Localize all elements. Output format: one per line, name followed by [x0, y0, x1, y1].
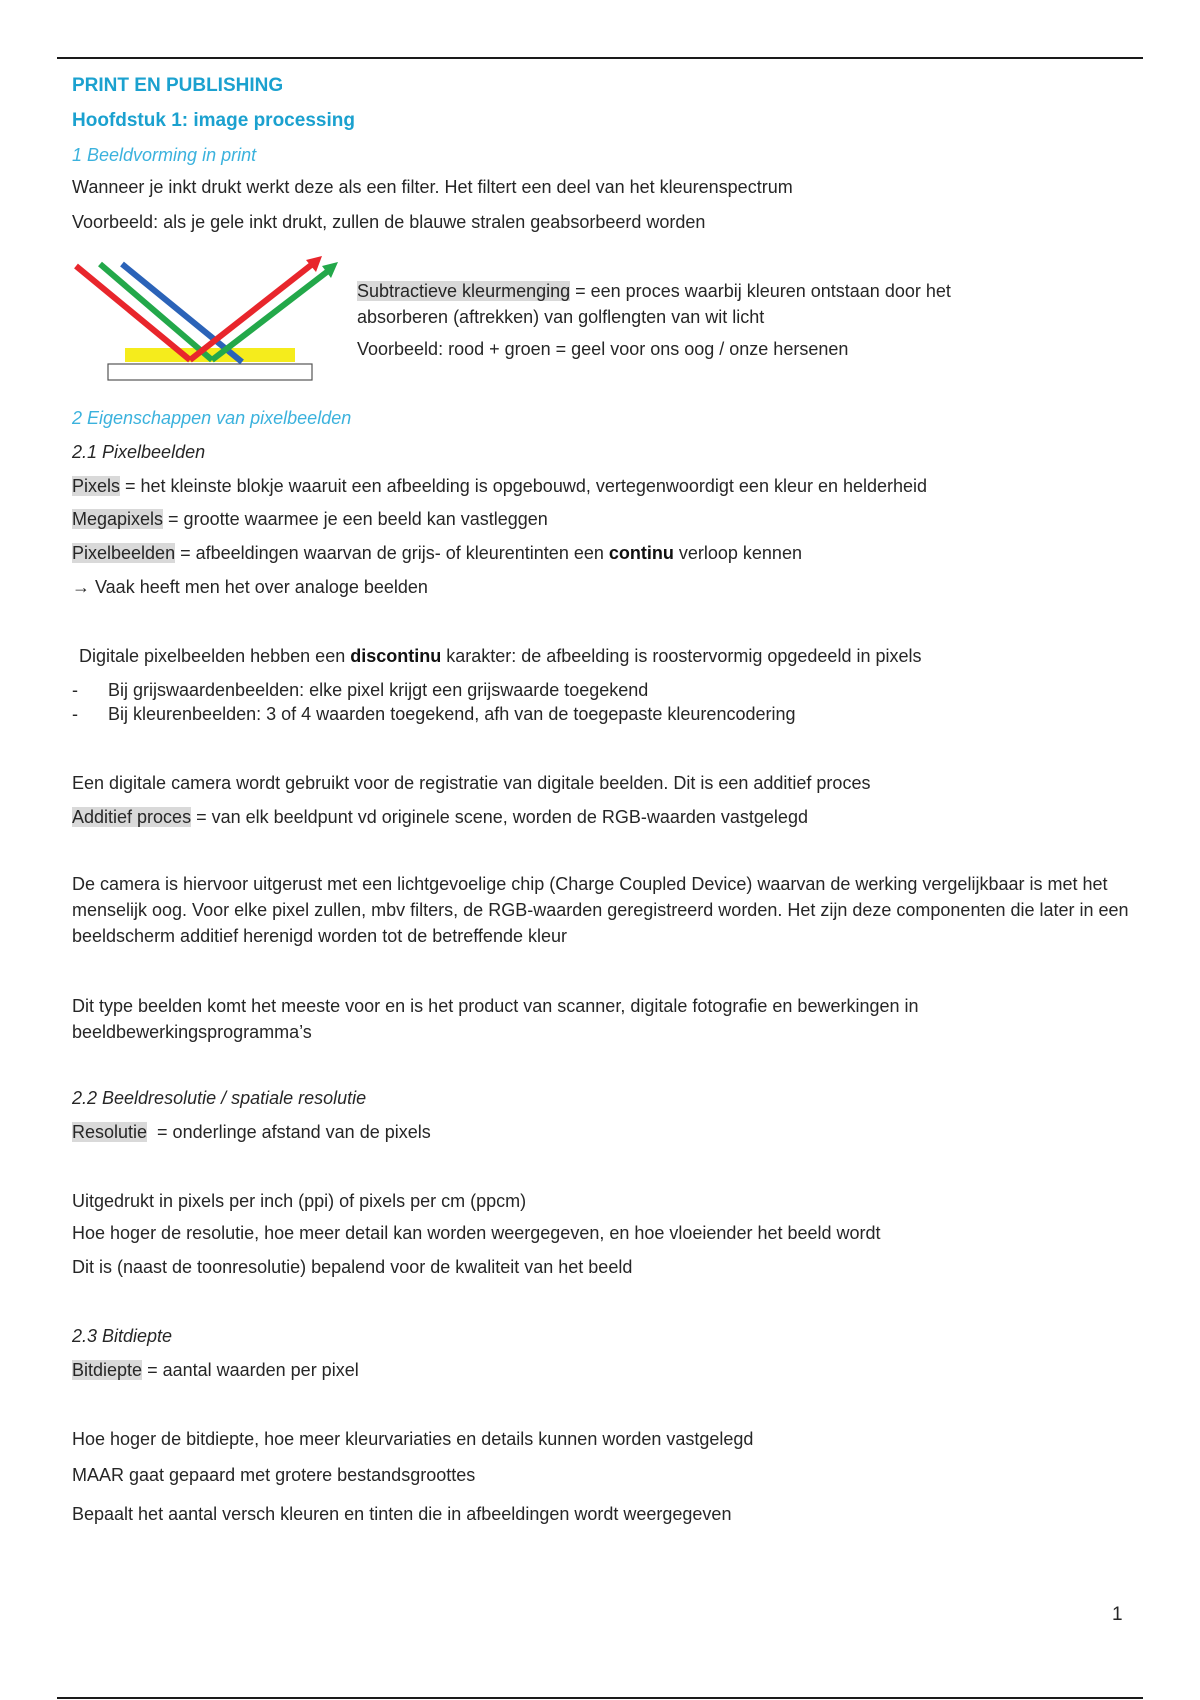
- chapter-heading: Hoofdstuk 1: image processing: [72, 110, 355, 131]
- resolution-line-3: Dit is (naast de toonresolutie) bepalend voor de kwaliteit van het beeld: [72, 1257, 633, 1277]
- bitdiepte-def: = aantal waarden per pixel: [142, 1360, 359, 1380]
- term-megapixels: Megapixels: [72, 509, 164, 529]
- definition-pixelbeelden: [72, 542, 802, 564]
- pixels-def: = het kleinste blokje waaruit een afbeelding is opgebouwd, vertegenwoordigt een kleur en helderheid: [120, 476, 928, 496]
- list-item-text: Bij kleurenbeelden: 3 of 4 waarden toegekend, afh van de toegepaste kleurencodering: [108, 704, 796, 724]
- section-heading-2: 2 Eigenschappen van pixelbeelden: [72, 408, 352, 428]
- term-resolutie: Resolutie: [72, 1122, 148, 1142]
- list-item: - Bij kleurenbeelden: 3 of 4 waarden toegekend, afh van de toegepaste kleurencodering: [72, 704, 796, 724]
- green-ray-in: [100, 264, 212, 360]
- paragraph-ink-filter: Wanneer je inkt drukt werkt deze als een filter. Het filtert een deel van het kleurenspectrum: [72, 177, 793, 197]
- red-ray-in: [76, 266, 190, 360]
- megapixels-def: = grootte waarmee je een beeld kan vastleggen: [163, 509, 548, 529]
- list-item: - Bij grijswaardenbeelden: elke pixel krijgt een grijswaarde toegekend: [72, 680, 649, 700]
- section-heading-1: 1 Beeldvorming in print: [72, 145, 257, 165]
- white-paper-rect: [108, 364, 312, 380]
- definition-additief: [72, 806, 808, 828]
- definition-resolutie: [72, 1121, 431, 1143]
- page-number: 1: [1112, 1604, 1123, 1625]
- footer-rule: [57, 1697, 1143, 1699]
- document-title: PRINT EN PUBLISHING: [72, 75, 284, 96]
- header-rule: [57, 57, 1143, 59]
- red-ray-out: [190, 262, 315, 360]
- resolution-line-2: Hoe hoger de resolutie, hoe meer detail kan worden weergegeven, en hoe vloeiender het beeld wordt: [72, 1223, 881, 1243]
- list-item-text: Bij grijswaardenbeelden: elke pixel krijgt een grijswaarde toegekend: [108, 680, 649, 700]
- digital-discontinu: [79, 645, 922, 667]
- analog-note: → Vaak heeft men het over analoge beelden: [72, 577, 428, 597]
- subtractive-definition: [357, 278, 1117, 330]
- bitdepth-line-2: MAAR gaat gepaard met grotere bestandsgroottes: [72, 1465, 476, 1485]
- digital-a: Digitale pixelbeelden hebben een: [79, 646, 351, 666]
- subtractive-example: Voorbeeld: rood + groen = geel voor ons oog / onze hersenen: [357, 339, 849, 359]
- subheading-2-3: 2.3 Bitdiepte: [72, 1326, 173, 1346]
- resolution-line-1: Uitgedrukt in pixels per inch (ppi) of pixels per cm (ppcm): [72, 1191, 527, 1211]
- definition-megapixels: [72, 508, 548, 530]
- type-paragraph: Dit type beelden komt het meeste voor en is het product van scanner, digitale fotografie en bewerkingen in beeldbewerkingsprogramma’s: [72, 996, 919, 1042]
- term-bitdiepte: Bitdiepte: [72, 1360, 143, 1380]
- term-pixels: Pixels: [72, 476, 121, 496]
- term-additief: Additief proces: [72, 807, 192, 827]
- green-ray-out: [212, 268, 332, 360]
- digital-bold: discontinu: [350, 646, 442, 666]
- pixelbeelden-def-a: = afbeeldingen waarvan de grijs- of kleurentinten een: [175, 543, 609, 563]
- additief-def: = van elk beeldpunt vd originele scene, worden de RGB-waarden vastgelegd: [191, 807, 808, 827]
- subtractive-def-1: = een proces waarbij kleuren ontstaan door het: [570, 281, 951, 301]
- resolutie-def: = onderlinge afstand van de pixels: [147, 1122, 431, 1142]
- definition-pixels: [72, 475, 927, 497]
- ccd-paragraph: De camera is hiervoor uitgerust met een lichtgevoelige chip (Charge Coupled Device) waarvan de werking vergelijkbaar is met het menselijk oog. Voor elke pixel zullen, mbv filters, de RGB-waarden geregistreerd worden. Het zijn deze componenten die later in een beeldscherm additief herenigd worden tot de betreffende kleur: [72, 874, 1129, 946]
- pixelbeelden-def-b: verloop kennen: [673, 543, 802, 563]
- subheading-2-2: 2.2 Beeldresolutie / spatiale resolutie: [72, 1088, 367, 1108]
- pixelbeelden-bold: continu: [608, 543, 674, 563]
- subheading-2-1: 2.1 Pixelbeelden: [72, 442, 206, 462]
- digital-b: karakter: de afbeelding is roostervormig opgedeeld in pixels: [441, 646, 922, 666]
- definition-bitdiepte: [72, 1359, 359, 1381]
- paragraph-example-yellow: Voorbeeld: als je gele inkt drukt, zullen de blauwe stralen geabsorbeerd worden: [72, 212, 706, 232]
- subtractive-mixing-figure: [70, 256, 340, 386]
- bitdepth-line-3: Bepaalt het aantal versch kleuren en tinten die in afbeeldingen wordt weergegeven: [72, 1504, 732, 1524]
- camera-paragraph: Een digitale camera wordt gebruikt voor de registratie van digitale beelden. Dit is een additief proces: [72, 773, 871, 793]
- bitdepth-line-1: Hoe hoger de bitdiepte, hoe meer kleurvariaties en details kunnen worden vastgelegd: [72, 1429, 754, 1449]
- term-pixelbeelden: Pixelbeelden: [72, 543, 176, 563]
- term-subtractive: Subtractieve kleurmenging: [357, 281, 571, 301]
- subtractive-def-2: absorberen (aftrekken) van golflengten van wit licht: [357, 307, 765, 327]
